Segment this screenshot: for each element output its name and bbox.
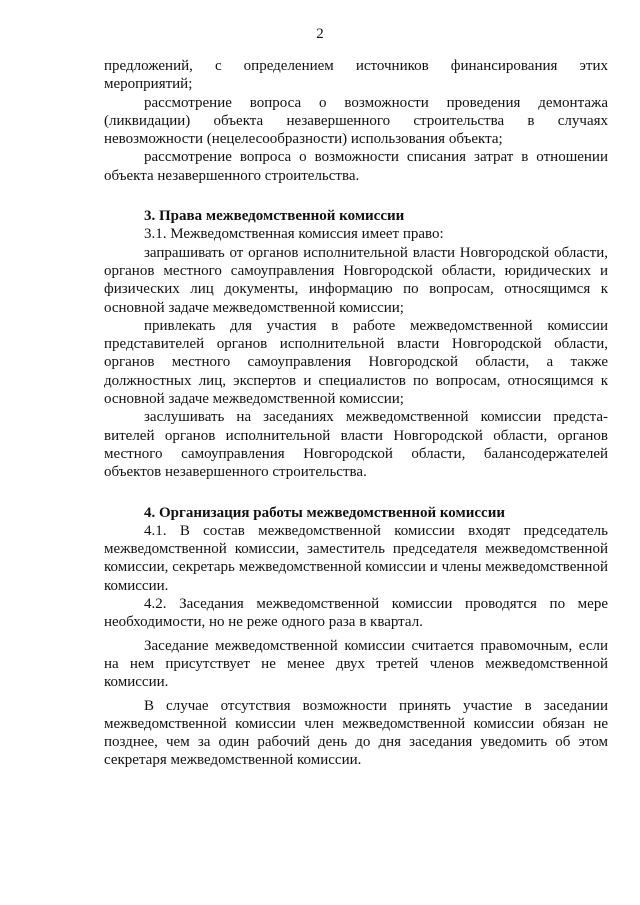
section-4-heading: 4. Организация работы межведомственной комиссии	[144, 504, 505, 521]
paragraph-involve-representatives: привлекать для участия в работе межведомственной комиссии представителей органов исполнительной власти Новгородской области, органов местного самоуправления Новгородской области, а также должностных лиц, экспертов и специалистов по вопросам, относящимся к основной задаче межведомственной комиссии;	[104, 317, 608, 408]
clause-4-1: 4.1. В состав межведомственной комиссии входят председатель межведомственной комиссии, заместитель председателя межведомственной комиссии, секретарь межведомственной комиссии и члены межведомственной комиссии.	[104, 522, 608, 594]
page-number: 2	[316, 26, 324, 42]
paragraph-hear-representatives: заслушивать на заседаниях межведомственной комиссии предста-вителей органов исполнительной власти Новгородской области, органов местного самоуправления Новгородской области, балансодержателей объектов незавершенного строительства.	[104, 409, 608, 481]
section-3-heading: 3. Права межведомственной комиссии	[144, 208, 405, 225]
paragraph-demolition: рассмотрение вопроса о возможности проведения демонтажа (ликвидации) объекта незавершенного строительства в случаях невозможности (нецелесообразности) использования объекта;	[104, 94, 608, 148]
paragraph-quorum: Заседание межведомственной комиссии считается правомочным, если на нем присутствует не менее двух третей членов межведомственной комиссии.	[104, 637, 608, 691]
document-body	[104, 57, 608, 770]
paragraph-write-off: рассмотрение вопроса о возможности списания затрат в отношении объекта незавершенного строительства.	[104, 149, 608, 184]
paragraph-request-documents: запрашивать от органов исполнительной власти Новгородской области, органов местного самоуправления Новгородской области, юридических и физических лиц документы, информацию по вопросам, относящимся к основной задаче межведомственной комиссии;	[104, 244, 608, 316]
clause-3-1: 3.1. Межведомственная комиссия имеет право:	[144, 226, 444, 243]
paragraph-absence-notice: В случае отсутствия возможности принять участие в заседании межведомственной комиссии член межведомственной комиссии обязан не позднее, чем за один рабочий день до дня заседания уведомить об этом секретаря межведомственной комиссии.	[104, 697, 608, 769]
paragraph-continuation: предложений, с определением источников финансирования этих мероприятий;	[104, 58, 608, 93]
clause-4-2: 4.2. Заседания межведомственной комиссии проводятся по мере необходимости, но не реже одного раза в квартал.	[104, 596, 608, 631]
